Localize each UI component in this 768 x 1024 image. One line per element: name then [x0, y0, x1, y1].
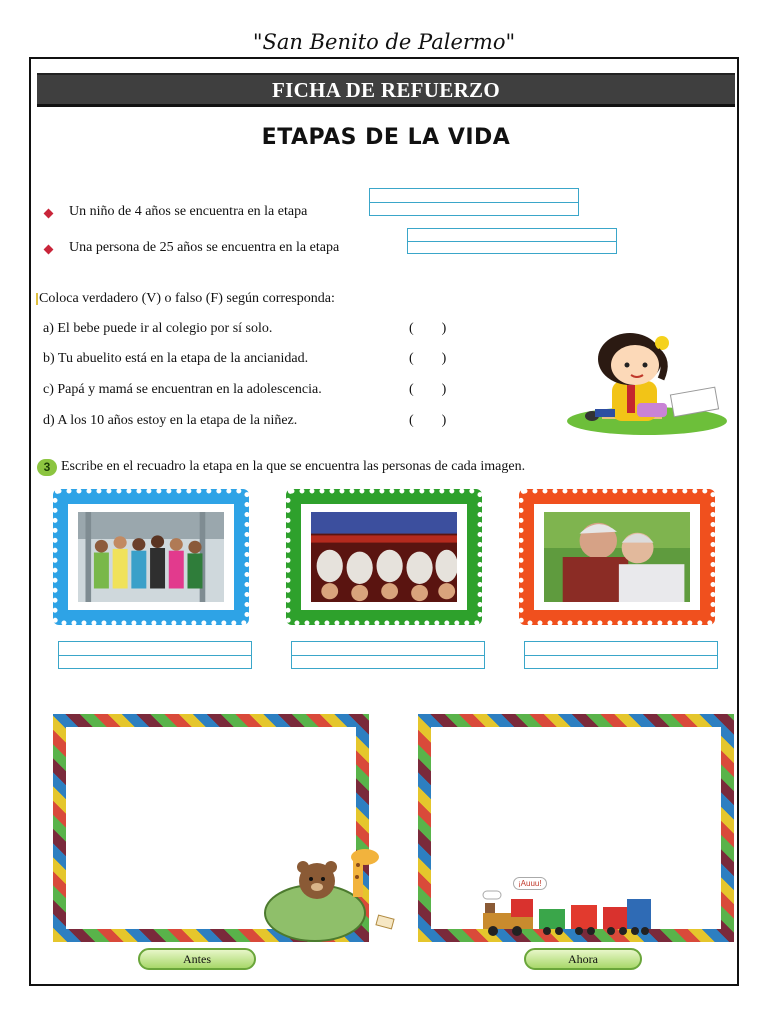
section-number-badge: 3	[37, 459, 57, 476]
tf-answer-d[interactable]: ( )	[409, 413, 447, 428]
worksheet-banner: FICHA DE REFUERZO	[37, 73, 735, 107]
label-antes: Antes	[138, 948, 256, 970]
label-ahora: Ahora	[524, 948, 642, 970]
school-name: "San Benito de Palermo"	[252, 30, 516, 54]
question-1: Un niño de 4 años se encuentra en la etapa	[69, 204, 308, 219]
tf-item-c: c) Papá y mamá se encuentran en la adolescencia.	[43, 382, 322, 397]
bullet-diamond-icon	[44, 245, 54, 255]
toys-bag-illustration	[257, 847, 407, 947]
section3-instruction: Escribe en el recuadro la etapa en la que se encuentra las personas de cada imagen.	[61, 459, 526, 474]
toy-train-illustration	[475, 885, 655, 941]
teenagers-photo	[78, 512, 224, 602]
elderly-couple-photo	[544, 512, 690, 602]
answer-box-1[interactable]	[369, 188, 579, 216]
tf-item-b: b) Tu abuelito está en la etapa de la ancianidad.	[43, 351, 309, 366]
tf-answer-b[interactable]: ( )	[409, 351, 447, 366]
image-answer-box-2[interactable]	[291, 641, 485, 669]
stamp-frame-green	[286, 489, 482, 625]
answer-box-2[interactable]	[407, 228, 617, 254]
worksheet-title: ETAPAS DE LA VIDA	[261, 125, 511, 150]
question-2: Una persona de 25 años se encuentra en la etapa	[69, 240, 340, 255]
image-answer-box-1[interactable]	[58, 641, 252, 669]
worksheet	[29, 57, 739, 986]
tf-item-a: a) El bebe puede ir al colegio por sí solo.	[43, 321, 273, 336]
bullet-diamond-icon	[44, 209, 54, 219]
cloud-speech: ¡Auuu!	[513, 877, 547, 890]
girl-reading-illustration	[557, 321, 727, 439]
stamp-frame-blue	[53, 489, 249, 625]
tf-answer-a[interactable]: ( )	[409, 321, 447, 336]
tf-answer-c[interactable]: ( )	[409, 382, 447, 397]
stamp-frame-orange	[519, 489, 715, 625]
true-false-instruction: Coloca verdadero (V) o falso (F) según corresponda:	[39, 291, 335, 306]
accent-bar	[36, 293, 38, 305]
image-answer-box-3[interactable]	[524, 641, 718, 669]
tf-item-d: d) A los 10 años estoy en la etapa de la niñez.	[43, 413, 298, 428]
babies-photo	[311, 512, 457, 602]
